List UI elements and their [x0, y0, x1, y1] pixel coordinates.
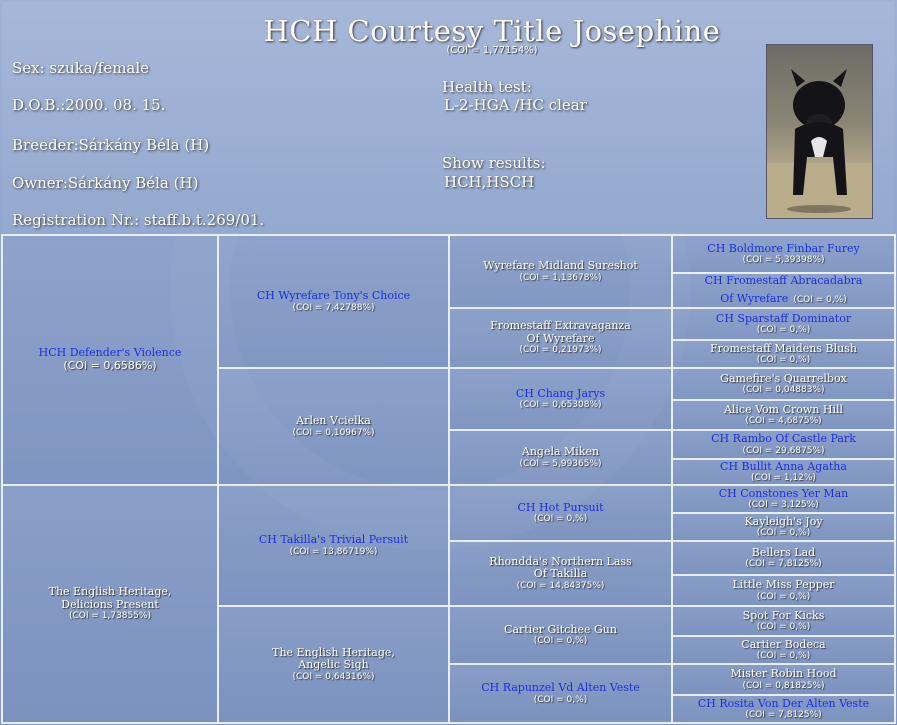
pedigree-cell-g4 — [672, 235, 895, 273]
dog-photo — [766, 44, 873, 219]
pedigree-coi: (COI = 14,84375%) — [516, 580, 605, 591]
pedigree-name[interactable]: CH Hot Pursuit — [517, 500, 604, 514]
pedigree-name: Gamefire's Quarrelbox — [720, 371, 847, 385]
pedigree-coi: (COI = 0,%) — [756, 622, 811, 633]
pedigree-name[interactable]: CH Boldmore Finbar Furey — [707, 241, 860, 255]
sex-info: Sex: szuka/female — [12, 59, 150, 77]
health-label: Health test: — [442, 78, 532, 96]
pedigree-coi: (COI = 0,04883%) — [742, 385, 825, 396]
pedigree-cell-g4 — [672, 273, 895, 308]
pedigree-name[interactable]: HCH Defender's Violence — [38, 346, 182, 360]
pedigree-name: The English Heritage, Angelic Sigh — [272, 645, 395, 672]
pedigree-coi: (COI = 5,99365%) — [519, 458, 602, 469]
pedigree-coi: (COI = 0,%) — [756, 591, 811, 602]
pedigree-cell-g4 — [672, 400, 895, 430]
pedigree-coi: (COI = 0,21973%) — [519, 345, 602, 356]
pedigree-cell-g4 — [672, 513, 895, 541]
pedigree-cell-g3 — [449, 664, 672, 723]
pedigree-coi: (COI = 0,%) — [533, 514, 588, 525]
registration-info: Registration Nr.: staff.b.t.269/01. — [12, 211, 265, 229]
pedigree-coi: (COI = 1,12%) — [751, 473, 816, 484]
pedigree-coi: (COI = 1,13678%) — [519, 272, 602, 283]
pedigree-coi: (COI = 29,6875%) — [742, 445, 825, 456]
pedigree-cell-g3 — [449, 430, 672, 485]
pedigree-name: Wyrefare Midland Sureshot — [483, 259, 638, 272]
pedigree-name[interactable]: CH Chang Jarys — [515, 386, 606, 400]
pedigree-name: Bellers Lad — [751, 545, 816, 559]
pedigree-coi: (COI = 0,%) — [793, 294, 847, 305]
pedigree-name[interactable]: CH Fromestaff Abracadabra — [704, 273, 863, 287]
pedigree-name: Little Miss Pepper — [732, 578, 835, 591]
pedigree-name[interactable]: CH Rambo Of Castle Park — [711, 432, 856, 445]
pedigree-cell-g4 — [672, 541, 895, 575]
pedigree-name: Alice Vom Crown Hill — [723, 402, 844, 416]
show-value: HCH,HSCH — [444, 173, 535, 191]
pedigree-name[interactable]: CH Rapunzel Vd Alten Veste — [481, 681, 640, 694]
pedigree-name: Fromestaff Maidens Blush — [710, 341, 857, 355]
pedigree-cell-g4 — [672, 575, 895, 606]
pedigree-name[interactable]: CH Wyrefare Tony's Choice — [256, 289, 411, 302]
pedigree-name[interactable]: CH Sparstaff Dominator — [715, 311, 852, 325]
pedigree-coi: (COI = 0,%) — [756, 651, 811, 662]
pedigree-coi: (COI = 0,6586%) — [63, 359, 157, 372]
pedigree-coi: (COI = 0,%) — [756, 355, 811, 366]
pedigree-name-line2 — [720, 288, 847, 306]
pedigree-cell-g4 — [672, 664, 895, 695]
pedigree-cell-g2 — [218, 235, 449, 368]
pedigree-cell-g4 — [672, 340, 895, 368]
pedigree-name: Cartier Bodeca — [741, 637, 826, 651]
health-value: L-2-HGA /HC clear — [444, 96, 587, 114]
pedigree-name: Kayleigh's Joy — [744, 514, 823, 528]
page-title: HCH Courtesy Title Josephine — [263, 14, 721, 48]
pedigree-cell-g3 — [449, 308, 672, 368]
pedigree-name[interactable]: CH Constones Yer Man — [718, 486, 849, 500]
pedigree-cell-g4 — [672, 368, 895, 400]
sire — [2, 235, 218, 485]
pedigree-name: Cartier Gitchee Gun — [504, 622, 617, 636]
pedigree-coi: (COI = 7,8125%) — [745, 710, 822, 721]
pedigree-cell-g4 — [672, 459, 895, 485]
pedigree-name: Rhondda's Northern Lass Of Takilla — [489, 554, 632, 581]
pedigree-name: Arlen Vcielka — [296, 414, 371, 427]
pedigree-coi: (COI = 0,%) — [756, 325, 811, 336]
show-label: Show results: — [442, 154, 546, 172]
dam — [2, 485, 218, 723]
pedigree-name: Spot For Kicks — [742, 608, 825, 622]
pedigree-name: Angela Miken — [521, 445, 600, 458]
pedigree-coi: (COI = 1,73855%) — [68, 611, 152, 622]
pedigree-coi: (COI = 3,125%) — [748, 500, 819, 511]
pedigree-cell-g4 — [672, 308, 895, 340]
pedigree-cell-g3 — [449, 606, 672, 664]
pedigree-coi: (COI = 0,65308%) — [519, 400, 602, 411]
pedigree-cell-g4 — [672, 606, 895, 636]
pedigree-cell-g3 — [449, 368, 672, 430]
pedigree-cell-g3 — [449, 485, 672, 541]
header-panel — [2, 2, 894, 233]
dob-info: D.O.B.:2000. 08. 15. — [12, 96, 166, 114]
pedigree-coi: (COI = 4,6875%) — [745, 416, 822, 427]
pedigree-name: The English Heritage, Delicions Present — [48, 585, 172, 611]
pedigree-name-cont[interactable]: Of Wyrefare — [720, 291, 789, 305]
pedigree-coi: (COI = 0,10967%) — [292, 427, 375, 438]
pedigree-coi: (COI = 7,8125%) — [745, 559, 822, 570]
pedigree-name[interactable]: CH Rosita Von Der Alten Veste — [697, 696, 870, 710]
pedigree-coi: (COI = 0,%) — [533, 636, 588, 647]
title-coi: (COI = 1,77154%) — [446, 45, 538, 56]
pedigree-coi: (COI = 0,%) — [756, 528, 811, 539]
pedigree-cell-g3 — [449, 541, 672, 606]
pedigree-cell-g4 — [672, 485, 895, 513]
pedigree-name[interactable]: CH Takilla's Trivial Persuit — [258, 533, 409, 546]
pedigree-name: Fromestaff Extravaganza Of Wyrefare — [490, 319, 631, 345]
pedigree-coi: (COI = 13,86719%) — [289, 546, 378, 557]
pedigree-coi: (COI = 0,64316%) — [292, 671, 375, 682]
pedigree-coi: (COI = 7,42788%) — [292, 302, 375, 313]
pedigree-cell-g4 — [672, 695, 895, 723]
pedigree-cell-g2 — [218, 485, 449, 606]
pedigree-cell-g4 — [672, 636, 895, 664]
pedigree-cell-g2 — [218, 368, 449, 485]
pedigree-coi: (COI = 0,81825%) — [742, 680, 825, 691]
pedigree-name[interactable]: CH Bullit Anna Agatha — [720, 459, 847, 473]
pedigree-cell-g2 — [218, 606, 449, 723]
pedigree-name: Mister Robin Hood — [730, 667, 837, 680]
pedigree-cell-g4 — [672, 430, 895, 459]
pedigree-cell-g3 — [449, 235, 672, 308]
pedigree-coi: (COI = 0,%) — [533, 694, 588, 705]
owner-info: Owner:Sárkány Béla (H) — [12, 174, 199, 192]
breeder-info: Breeder:Sárkány Béla (H) — [12, 136, 210, 154]
pedigree-coi: (COI = 5,39398%) — [742, 255, 825, 266]
